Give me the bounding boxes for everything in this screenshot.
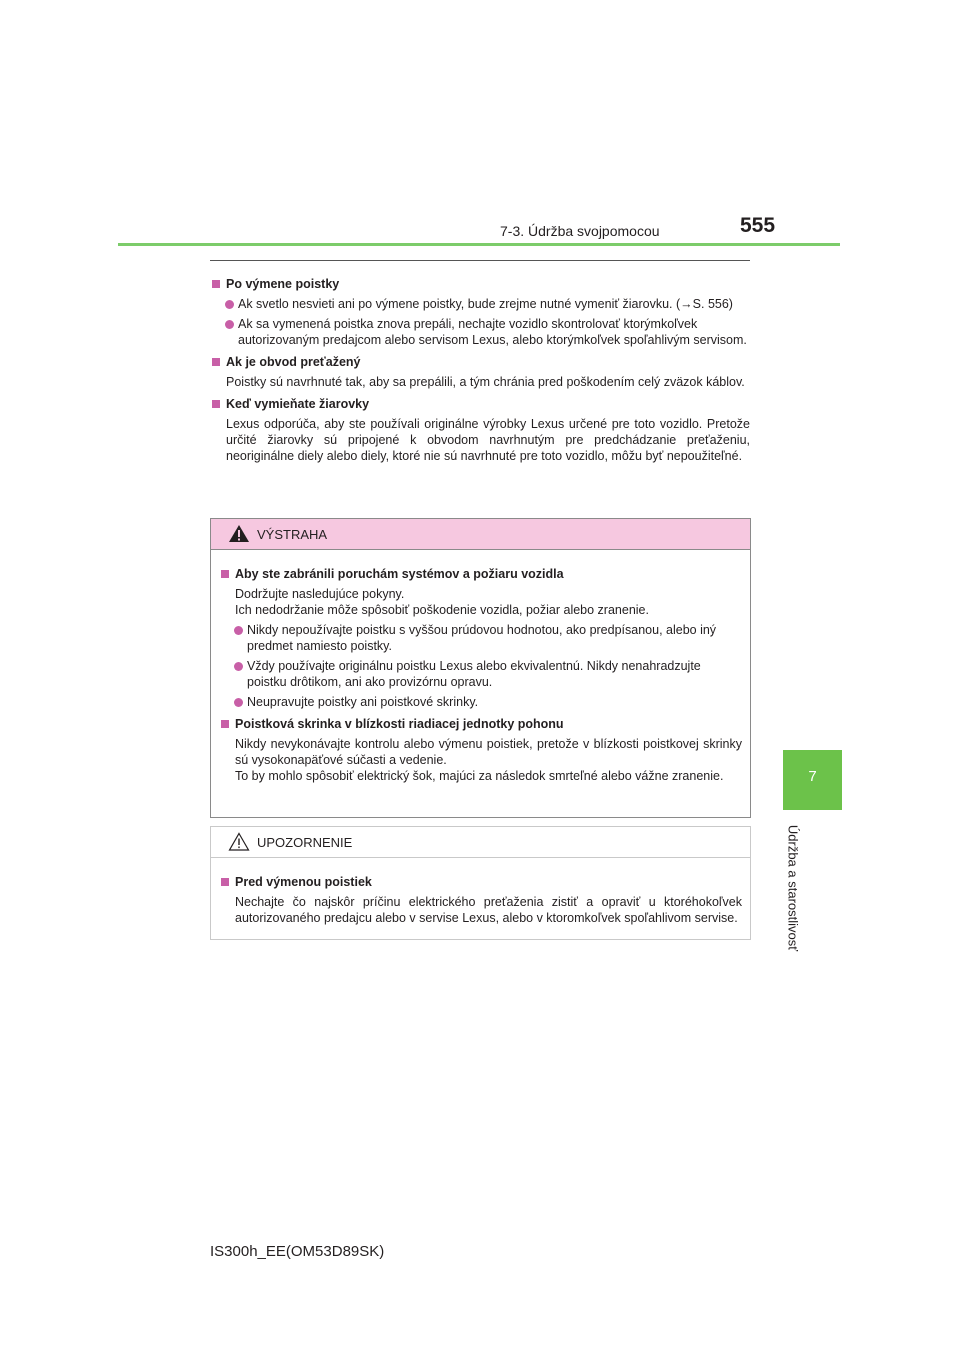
list-item: Ak sa vymenená poistka znova prepáli, nechajte vozidlo skontrolovať ktorýmkoľvek autorizovaným predajcom alebo servisom Lexus, alebo ktorýmkoľvek spoľahlivým servisom.	[210, 316, 750, 348]
warning-title: VÝSTRAHA	[257, 527, 328, 542]
notice-paragraph: Nechajte čo najskôr príčinu elektrického preťaženia zistiť a opraviť u ktoréhokoľvek autorizovaného predajcu alebo v servise Lexus, alebo v ktoromkoľvek spoľahlivom servise.	[235, 895, 742, 925]
caution-triangle-icon	[228, 832, 250, 851]
chapter-title: Údržba a starostlivosť	[785, 824, 801, 952]
round-bullet-icon	[225, 300, 234, 309]
list-item: Nikdy nepoužívajte poistku s vyššou prúdovou hodnotou, ako predpísanou, alebo iný predmet namiesto poistky.	[219, 622, 742, 654]
section-paragraph: Lexus odporúča, aby ste používali originálne výrobky Lexus určené pre toto vozidlo. Pretože určité žiarovky sú pripojené k obvodom navrhnutým pre predchádzanie preťaženiu, neoriginálne diely alebo diely, ktoré nie sú navrhnuté pre toto vozidlo, môžu byť nepoužiteľné.	[226, 417, 750, 463]
page-number: 555	[740, 214, 776, 237]
warning-triangle-icon	[228, 524, 250, 543]
section-heading: Ak je obvod preťažený	[210, 354, 750, 370]
round-bullet-icon	[234, 626, 243, 635]
chapter-number: 7	[808, 768, 817, 785]
square-bullet-icon	[212, 280, 220, 288]
notice-title: UPOZORNENIE	[257, 835, 353, 850]
warning-heading: Poistková skrinka v blízkosti riadiacej jednotky pohonu	[219, 716, 742, 732]
notice-box	[210, 826, 751, 940]
list-item: Vždy používajte originálnu poistku Lexus alebo ekvivalentnú. Nikdy nenahradzujte poistku drôtikom, ani ako provizórnu opravu.	[219, 658, 742, 690]
main-content	[210, 270, 750, 468]
header-rule	[118, 243, 840, 246]
section-heading: Keď vymieňate žiarovky	[210, 396, 750, 412]
section-title: 7-3. Údržba svojpomocou	[500, 223, 660, 239]
warning-body	[211, 550, 750, 784]
notice-heading: Pred výmenou poistiek	[219, 874, 742, 890]
round-bullet-icon	[234, 662, 243, 671]
square-bullet-icon	[212, 358, 220, 366]
warning-header	[211, 519, 750, 550]
square-bullet-icon	[221, 720, 229, 728]
document-code: IS300h_EE(OM53D89SK)	[210, 1243, 385, 1260]
section-heading: Po výmene poistky	[210, 276, 750, 292]
notice-header	[211, 827, 750, 858]
section-paragraph: Poistky sú navrhnuté tak, aby sa prepálili, a tým chránia pred poškodením celý zväzok káblov.	[226, 375, 745, 389]
warning-heading: Aby ste zabránili poruchám systémov a požiaru vozidla	[219, 566, 742, 582]
chapter-title-vertical	[758, 818, 828, 958]
warning-paragraph: Dodržujte nasledujúce pokyny. Ich nedodržanie môže spôsobiť poškodenie vozidla, požiar alebo zranenie.	[235, 587, 649, 617]
content-top-rule	[210, 260, 750, 261]
warning-paragraph: Nikdy nevykonávajte kontrolu alebo výmenu poistiek, pretože v blízkosti poistkovej skrinky sú vysokonapäťové súčasti a vedenie. To by mohlo spôsobiť elektrický šok, majúci za následok smrteľné alebo vážne zranenie.	[235, 737, 742, 783]
list-item: Neupravujte poistky ani poistkové skrinky.	[219, 694, 742, 710]
warning-box	[210, 518, 751, 818]
list-item: Ak svetlo nesvieti ani po výmene poistky, bude zrejme nutné vymeniť žiarovku. (→S. 556)	[210, 296, 750, 312]
square-bullet-icon	[221, 570, 229, 578]
square-bullet-icon	[212, 400, 220, 408]
notice-body	[211, 858, 750, 926]
square-bullet-icon	[221, 878, 229, 886]
round-bullet-icon	[225, 320, 234, 329]
round-bullet-icon	[234, 698, 243, 707]
